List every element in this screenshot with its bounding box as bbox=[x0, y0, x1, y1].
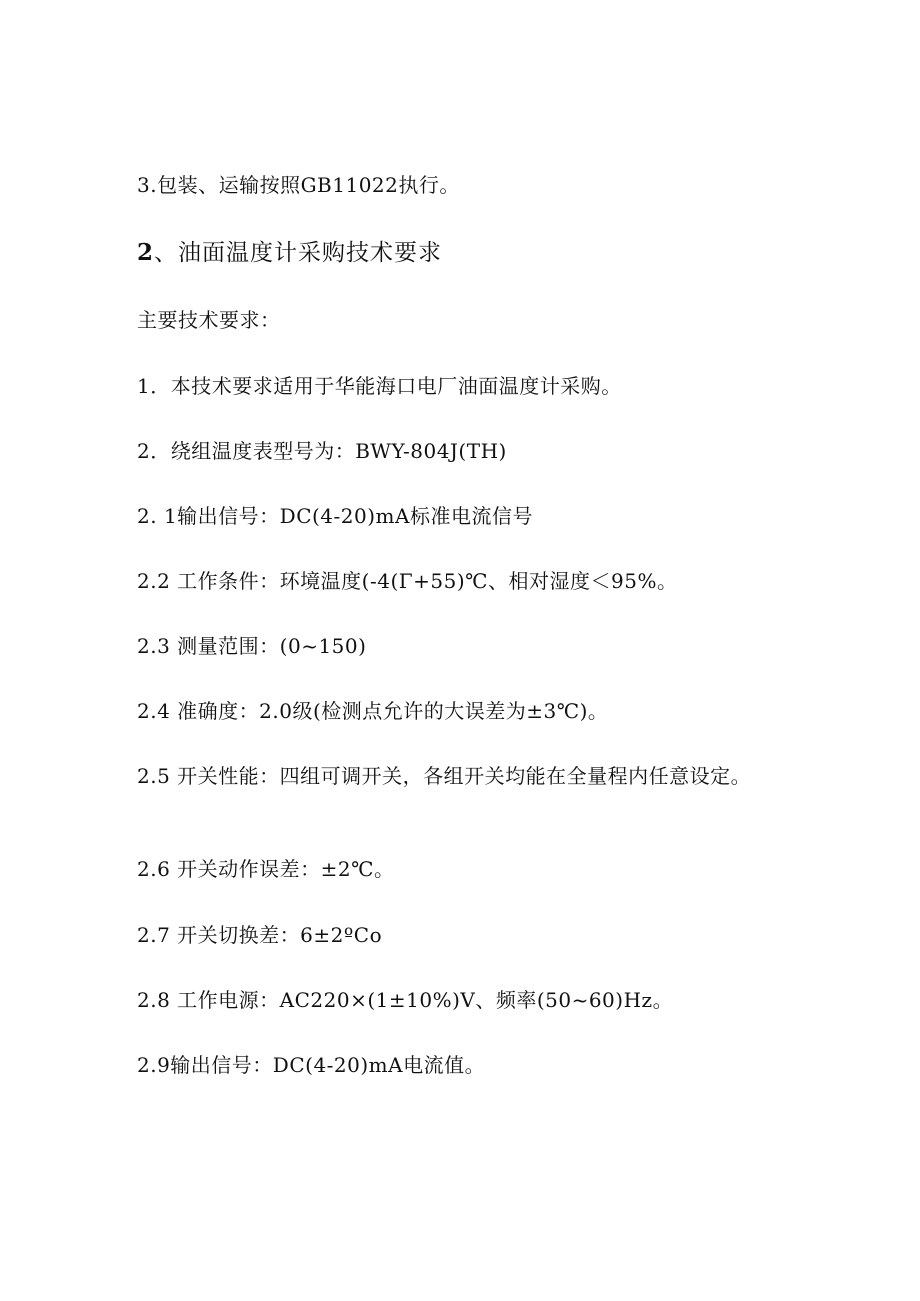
section-heading bbox=[137, 238, 777, 268]
clause-2-2: 2.2 工作条件：环境温度(-4(Γ+55)℃、相对湿度＜95%。 bbox=[137, 569, 678, 593]
clause-2-9: 2.9输出信号：DC(4-20)mA电流值。 bbox=[137, 1053, 486, 1077]
clause-2-3: 2.3 测量范围：(0~150) bbox=[137, 634, 367, 658]
clause-2-7: 2.7 开关切换差：6±2ºCo bbox=[137, 923, 383, 947]
clause-2-5: 2.5 开关性能：四组可调开关，各组开关均能在全量程内任意设定。 bbox=[137, 764, 752, 788]
clause-1: 1．本技术要求适用于华能海口电厂油面温度计采购。 bbox=[137, 374, 622, 398]
clause-2-6: 2.6 开关动作误差：±2℃。 bbox=[137, 857, 395, 881]
packaging-clause: 3.包装、运输按照GB11022执行。 bbox=[137, 173, 460, 197]
section-number: 2 bbox=[137, 239, 155, 266]
section-title: 、油面温度计采购技术要求 bbox=[154, 240, 443, 266]
clause-2-1: 2. 1输出信号：DC(4-20)mA标准电流信号 bbox=[137, 504, 533, 528]
main-requirements-label: 主要技术要求： bbox=[137, 308, 281, 332]
clause-2: 2．绕组温度表型号为：BWY-804J(TH) bbox=[137, 439, 507, 463]
clause-2-4: 2.4 准确度：2.0级(检测点允许的大误差为±3℃)。 bbox=[137, 699, 609, 723]
clause-2-8: 2.8 工作电源：AC220×(1±10%)V、频率(50~60)Hz。 bbox=[137, 988, 674, 1012]
